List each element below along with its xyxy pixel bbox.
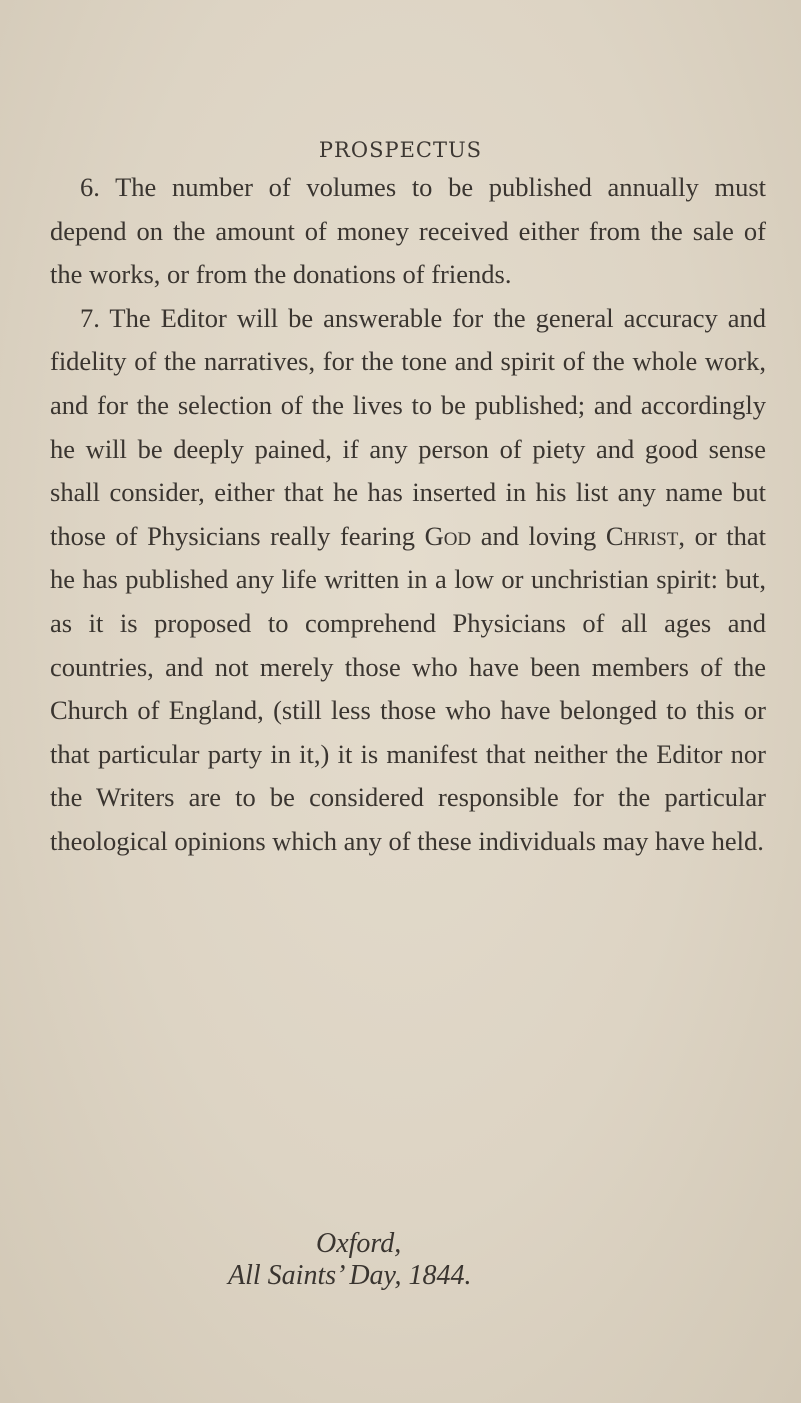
signature-date: All Saints’ Day, 1844. bbox=[228, 1260, 472, 1291]
page-body bbox=[50, 166, 766, 864]
paragraph-7-text-1: 7. The Editor will be answerable for the general accuracy and fidelity of the narratives, for the tone and spirit of the whole work, and for the selection of the lives to be published; and accordingly he will be deeply pained, if any person of piety and good sense shall consider, either that he has inserted in his list any name but those of Physicians really fearing bbox=[50, 302, 766, 551]
paragraph-7-text-3: , or that he has published any life written in a low or unchristian spirit: but, as it is proposed to comprehend Physicians of all ages and countries, and not merely those who have been members of the Church of England, (still less those who have belonged to this or that particular party in it,) it is manifest that neither the Editor nor the Writers are to be considered responsible for the particular theological opinions which any of these individuals may have held. bbox=[50, 520, 766, 856]
small-caps-god: God bbox=[424, 520, 472, 551]
running-header: PROSPECTUS bbox=[318, 138, 483, 162]
paragraph-6: 6. The number of volumes to be published annually must depend on the amount of money received either from the sale of the works, or from the donations of friends. bbox=[50, 172, 766, 290]
paragraph-7 bbox=[50, 297, 766, 864]
signature-place: Oxford, bbox=[316, 1228, 402, 1259]
paragraph-7-text-2: and loving bbox=[471, 520, 606, 551]
small-caps-christ: Christ bbox=[605, 520, 679, 551]
